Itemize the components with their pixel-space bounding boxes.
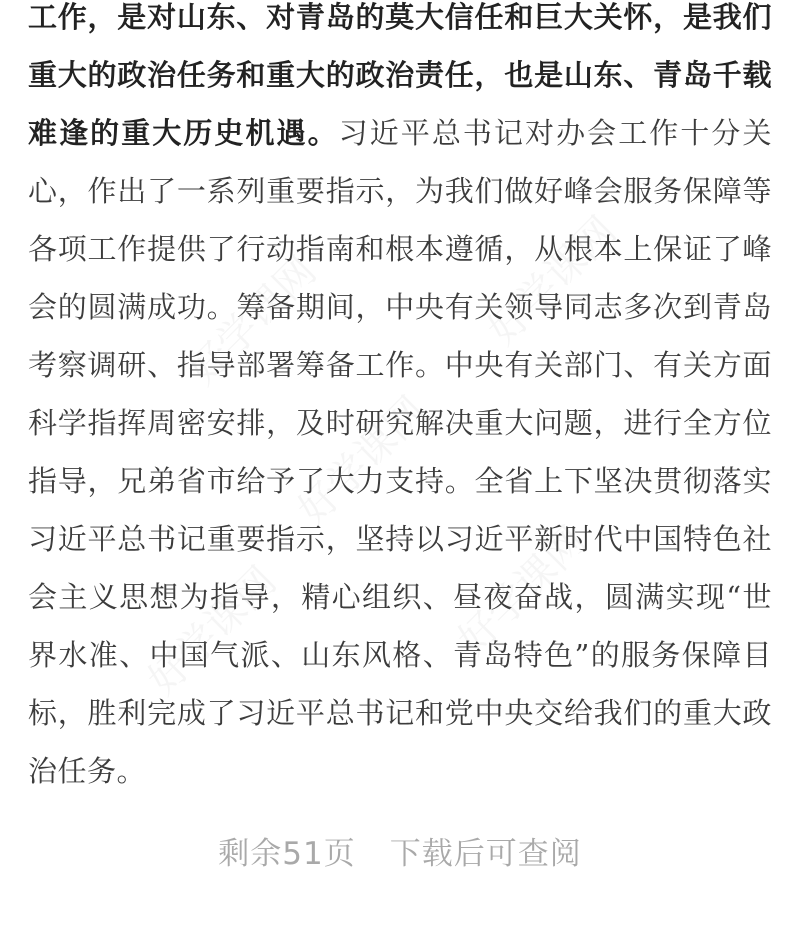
watermark: 好学课网 xyxy=(289,388,436,534)
article-paragraph xyxy=(28,0,772,800)
watermark: 好学课网 xyxy=(479,208,626,354)
article-body-text: 习近平总书记对办会工作十分关心，作出了一系列重要指示，为我们做好峰会服务保障等各项工作提供了行动指南和根本遵循，从根本上保证了峰会的圆满成功。筹备期间，中央有关领导同志多次到青岛考察调研、指导部署筹备工作。中央有关部门、有关方面科学指挥周密安排，及时研究解决重大问题，进行全方位指导，兄弟省市给予了大力支持。全省上下坚决贯彻落实习近平总书记重要指示，坚持以习近平新时代中国特色社会主义思想为指导，精心组织、昼夜奋战，圆满实现“世界水准、中国气派、山东风格、青岛特色”的服务保障目标，胜利完成了习近平总书记和党中央交给我们的重大政治任务。 xyxy=(28,116,772,788)
remaining-pages-count: 剩余51页 xyxy=(218,836,356,872)
watermark: 好学课网 xyxy=(179,248,326,394)
watermark: 好学课网 xyxy=(449,518,596,664)
watermark: 好学课网 xyxy=(139,558,286,704)
download-to-view-text: 下载后可查阅 xyxy=(389,836,582,872)
remaining-pages-prompt[interactable] xyxy=(0,828,800,873)
article-bold-text: 工作，是对山东、对青岛的莫大信任和巨大关怀，是我们重大的政治任务和重大的政治责任，也是山东、青岛千载难逢的重大历史机遇。 xyxy=(28,0,772,150)
